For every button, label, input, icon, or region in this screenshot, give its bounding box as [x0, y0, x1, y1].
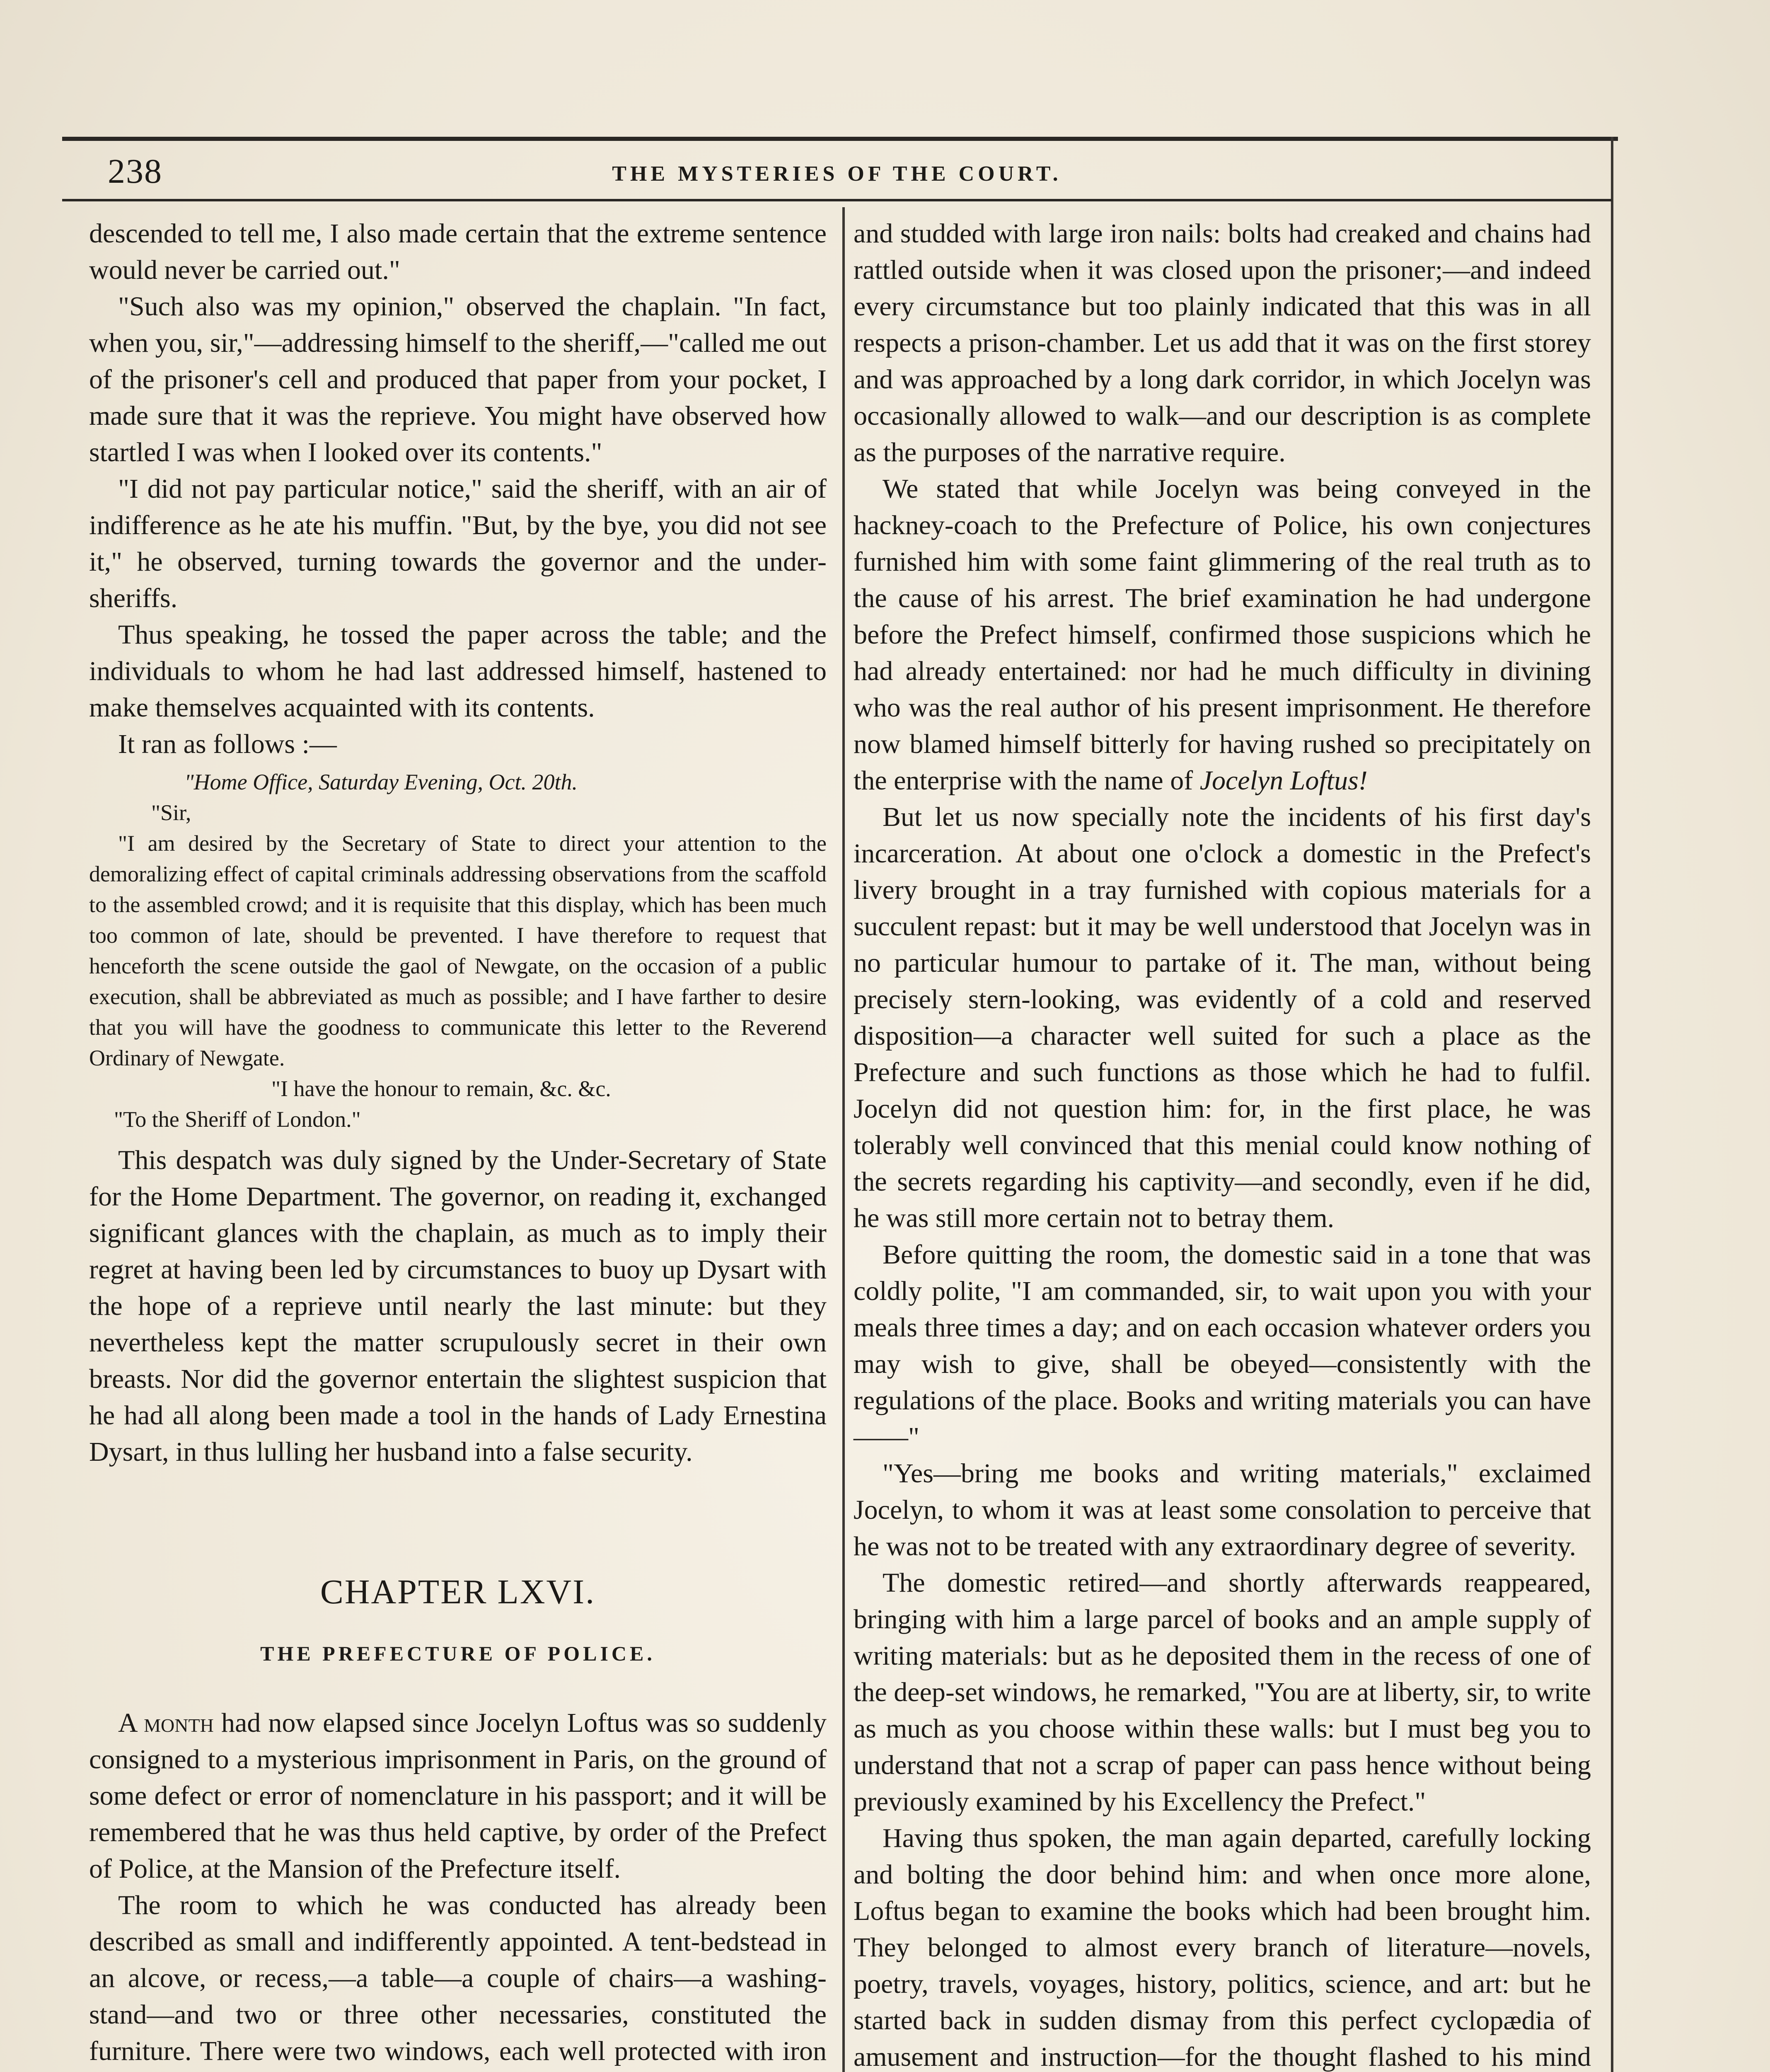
letter-closing: "I have the honour to remain, &c. &c.: [271, 1076, 611, 1101]
right-column: [854, 215, 1591, 2072]
paragraph: "I did not pay particular notice," said the sheriff, with an air of indifference as he ate his muffin. "But, by the bye, you did not see it," he observed, turning towards the governor and the under-sheriffs.: [89, 474, 827, 613]
paragraph: The domestic retired—and shortly afterwards reappeared, bringing with him a large parcel of books and an ample supply of writing materials: but as he deposited them in the recess of one of the deep-set windows, he remarked, "You are at liberty, sir, to write as much as you choose within these walls: but I must beg you to understand that not a scrap of paper can pass hence without being previously examined by his Excellency the Prefect.": [854, 1568, 1591, 1817]
right-border-rule: [1611, 137, 1613, 2072]
paragraph: The room to which he was conducted has already been described as small and indifferently appointed. A tent-bedstead in an alcove, or recess,—a table—a couple of chairs—a washing-stand—and two or three other necessaries, constituted the furniture. There were two windows, each well protected with iron: [89, 1890, 827, 2066]
letter-address: "To the Sheriff of London.": [114, 1107, 361, 1132]
top-border-rule: [62, 137, 1618, 141]
paragraph: Before quitting the room, the domestic said in a tone that was coldly polite, "I am commanded, sir, to wait upon you with your meals three times a day; and on each occasion whatever orders you may wish to give, shall be obeyed—consistently with the regulations of the place. Books and writing materials you can have——": [854, 1239, 1591, 1452]
paragraph: [854, 471, 1591, 799]
paragraph: But let us now specially note the incidents of his first day's incarceration. At about one o'clock a domestic in the Prefect's livery brought in a tray furnished with copious materials for a succulent repast: but it may be well understood that Jocelyn was in no particular humour to partake of it. The man, without being precisely stern-looking, was evidently of a cold and reserved disposition—a character well suited for such a place as the Prefecture and such functions as those which he had to fulfil. Jocelyn did not question him: for, in the first place, he was tolerably well convinced that this menial could know nothing of the secrets regarding his captivity—and secondly, even if he did, he was still more certain not to betray them.: [854, 802, 1591, 1233]
letter-salutation: "Sir,: [151, 800, 191, 825]
chapter-subtitle: THE PREFECTURE OF POLICE.: [260, 1642, 655, 1665]
paragraph: and studded with large iron nails: bolts had creaked and chains had rattled outside when it was closed upon the prisoner;—and indeed every circumstance but too plainly indicated that this was in all respects a prison-chamber. Let us add that it was on the first storey and was approached by a long dark corridor, in which Jocelyn was occasionally allowed to walk—and our description is as complete as the purposes of the narrative require.: [854, 218, 1591, 467]
italic-name: Jocelyn Loftus!: [1199, 765, 1368, 796]
paragraph-text: had now elapsed since Jocelyn Loftus was so suddenly consigned to a mysterious imprisonment in Paris, on the ground of some defect or error of nomenclature in his passport; and it will be remembered that he was thus held captive, by order of the Prefect of Police, at the Mansion of the Prefecture itself.: [89, 1708, 827, 1884]
paragraph: This despatch was duly signed by the Under-Secretary of State for the Home Department. The governor, on reading it, exchanged significant glances with the chaplain, as much as to imply their regret at having been led by circumstances to buoy up Dysart with the hope of a reprieve until nearly the last minute: but they nevertheless kept the matter scrupulously secret in their own breasts. Nor did the governor entertain the slightest suspicion that he had all along been made a tool in the hands of Lady Ernestina Dysart, in thus lulling her husband into a false security.: [89, 1145, 827, 1467]
paragraph: "Such also was my opinion," observed the chaplain. "In fact, when you, sir,"—addressing himself to the sheriff,—"called me out of the prisoner's cell and produced that paper from your pocket, I made sure that it was the reprieve. You might have observed how startled I was when I looked over its contents.": [89, 291, 827, 467]
running-title: THE MYSTERIES OF THE COURT.: [612, 162, 1062, 186]
quoted-letter: [89, 767, 827, 1135]
chapter-lead-words: A month: [118, 1708, 214, 1738]
paragraph: It ran as follows :—: [118, 729, 337, 759]
left-column: [89, 215, 827, 2072]
page-number: 238: [108, 152, 162, 191]
chapter-title: CHAPTER LXVI.: [320, 1573, 596, 1611]
paragraph: descended to tell me, I also made certain that the extreme sentence would never be carried out.": [89, 218, 827, 285]
paragraph-text: We stated that while Jocelyn was being conveyed in the hackney-coach to the Prefecture of Police, his own conjectures furnished him with some faint glimmering of the real truth as to the cause of his arrest. The brief examination he had undergone before the Prefect himself, confirmed those suspicions which he had already entertained: nor had he much difficulty in divining who was the real author of his present imprisonment. He therefore now blamed himself bitterly for having rushed so precipitately on the enterprise with the name of: [854, 474, 1591, 796]
page-header: [62, 143, 1612, 201]
letter-body: "I am desired by the Secretary of State to direct your attention to the demoralizing effect of capital criminals addressing observations from the scaffold to the assembled crowd; and it is requisite that this display, which has been much too common of late, should be prevented. I have therefore to request that henceforth the scene outside the gaol of Newgate, on the occasion of a public execution, shall be abbreviated as much as possible; and I have farther to desire that you will have the goodness to communicate this letter to the Reverend Ordinary of Newgate.: [89, 831, 827, 1070]
paragraph: Having thus spoken, the man again departed, carefully locking and bolting the door behind him: and when once more alone, Loftus began to examine the books which had been brought him. They belonged to almost every branch of literature—novels, poetry, travels, voyages, history, politics, science, and art: but he started back in sudden dismay from this perfect cyclopædia of amusement and instruction—for the thought flashed to his mind: [854, 1823, 1591, 2072]
column-divider: [842, 207, 845, 2072]
paragraph: Thus speaking, he tossed the paper across the table; and the individuals to whom he had last addressed himself, hastened to make themselves acquainted with its contents.: [89, 620, 827, 723]
paragraph: "Yes—bring me books and writing materials," exclaimed Jocelyn, to whom it was at least some consolation to perceive that he was not to be treated with any extraordinary degree of severity.: [854, 1458, 1591, 1561]
paragraph: [89, 1705, 827, 1887]
letter-heading: "Home Office, Saturday Evening, Oct. 20th.: [184, 770, 578, 794]
header-rule: [62, 199, 1612, 201]
